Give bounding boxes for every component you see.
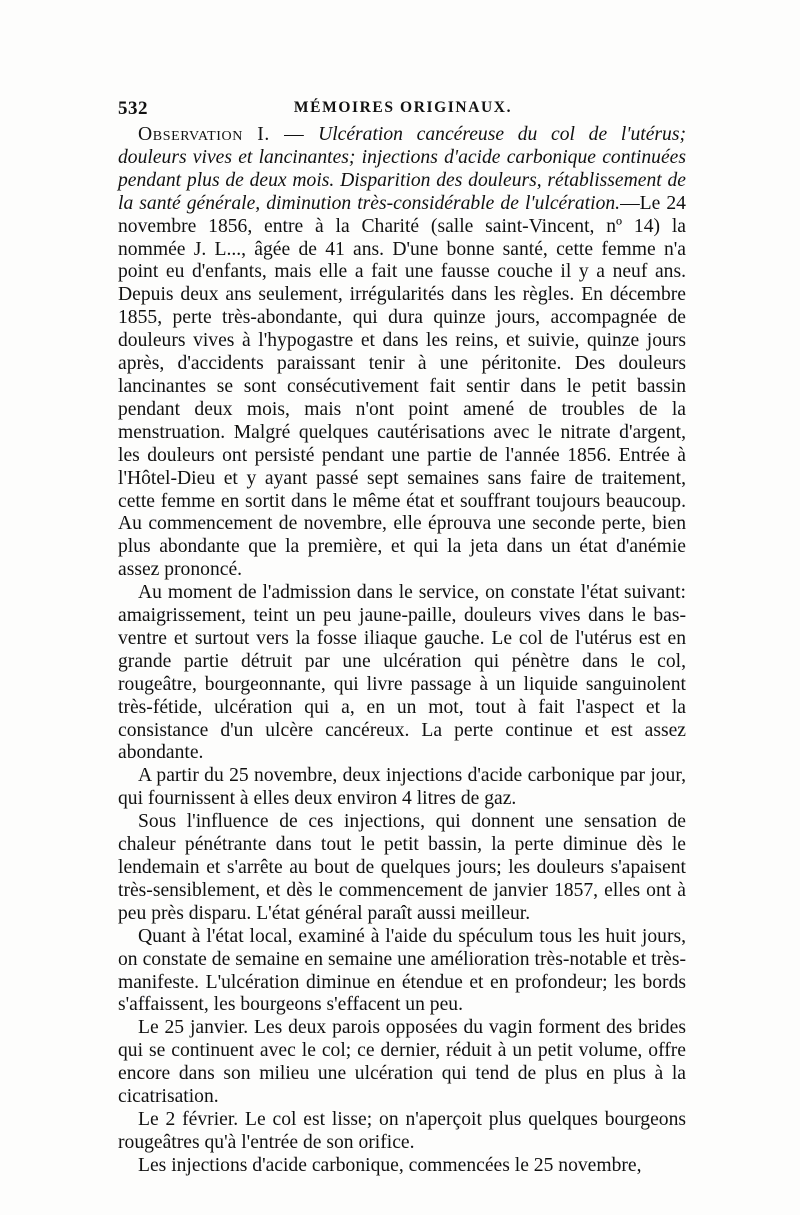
paragraph-local-state: Quant à l'état local, examiné à l'aide du spéculum tous les huit jours, on constate de semaine en semaine une amélioration très-notable et très-manifeste. L'ulcération diminue en étendue et en profondeur; les bords s'affaissent, les bourgeons s'effacent un peu. xyxy=(118,925,686,1016)
paragraph-admission: Au moment de l'admission dans le service, on constate l'état suivant: amaigrissement, teint un peu jaune-paille, douleurs vives dans le bas-ventre et surtout vers la fosse iliaque gauche. Le col de l'utérus est en grande partie détruit par une ulcération qui pénètre dans le col, rougeâtre, bourgeonnante, qui livre passage à un liquide sanguinolent très-fétide, ulcération qui a, en un mot, tout à fait l'aspect et la consistance d'un ulcère cancéreux. La perte continue et est assez abondante. xyxy=(118,582,686,764)
paragraph-injections-start: A partir du 25 novembre, deux injections d'acide carbonique par jour, qui fournissent à elles deux environ 4 litres de gaz. xyxy=(118,765,686,810)
paragraph-influence: Sous l'influence de ces injections, qui donnent une sensation de chaleur pénétrante dans tout le petit bassin, la perte diminue dès le lendemain et s'arrête au bout de quelques jours; les douleurs s'apaisent très-sensiblement, et dès le commencement de janvier 1857, elles ont à peu près disparu. L'état général paraît aussi meilleur. xyxy=(118,811,686,924)
observation-paragraph xyxy=(118,124,686,582)
observation-label: Observation I. — xyxy=(138,124,305,145)
observation-title: Ulcération cancéreuse du col de l'utérus; douleurs vives et lancinantes; injections d'acide carbonique continuées pendant plus de deux mois. Disparition des douleurs, rétablissement de la santé générale, diminution très-considérable de l'ulcération. xyxy=(118,124,686,214)
paragraph-january-25: Le 25 janvier. Les deux parois opposées du vagin forment des brides qui se continuent avec le col; ce dernier, réduit à un petit volume, offre encore dans son milieu une ulcération qui tend de plus en plus à la cicatrisation. xyxy=(118,1017,686,1108)
running-head xyxy=(118,98,688,122)
observation-intro: —Le 24 novembre 1856, entre à la Charité (salle saint-Vincent, nº 14) la nommée J. L..., âgée de 41 ans. D'une bonne santé, cette femme n'a point eu d'enfants, mais elle a fait une fausse couche il y a neuf ans. Depuis deux ans seulement, irrégularités dans les règles. En décembre 1855, perte très-abondante, qui dura quinze jours, accompagnée de douleurs vives à l'hypogastre et dans les reins, et suivie, quinze jours après, d'accidents paraissant tenir à une péritonite. Des douleurs lancinantes se sont consécutivement fait sentir dans le petit bassin pendant deux mois, mais n'ont point amené de troubles de la menstruation. Malgré quelques cautérisations avec le nitrate d'argent, les douleurs ont persisté pendant une partie de l'année 1856. Entrée à l'Hôtel-Dieu et y ayant passé sept semaines sans faire de traitement, cette femme en sortit dans le même état et souffrant toujours beaucoup. Au commencement de novembre, elle éprouva une seconde perte, bien plus abondante que la première, et qui la jeta dans un état d'anémie assez prononcé. xyxy=(118,192,686,581)
paragraph-february-2: Le 2 février. Le col est lisse; on n'aperçoit plus quelques bourgeons rougeâtres qu'à l'entrée de son orifice. xyxy=(118,1108,686,1153)
body-text xyxy=(118,124,686,1178)
page-number: 532 xyxy=(118,98,148,119)
paragraph-injections-continued: Les injections d'acide carbonique, commencées le 25 novembre, xyxy=(138,1154,642,1176)
running-head-title: MÉMOIRES ORIGINAUX. xyxy=(293,99,513,116)
